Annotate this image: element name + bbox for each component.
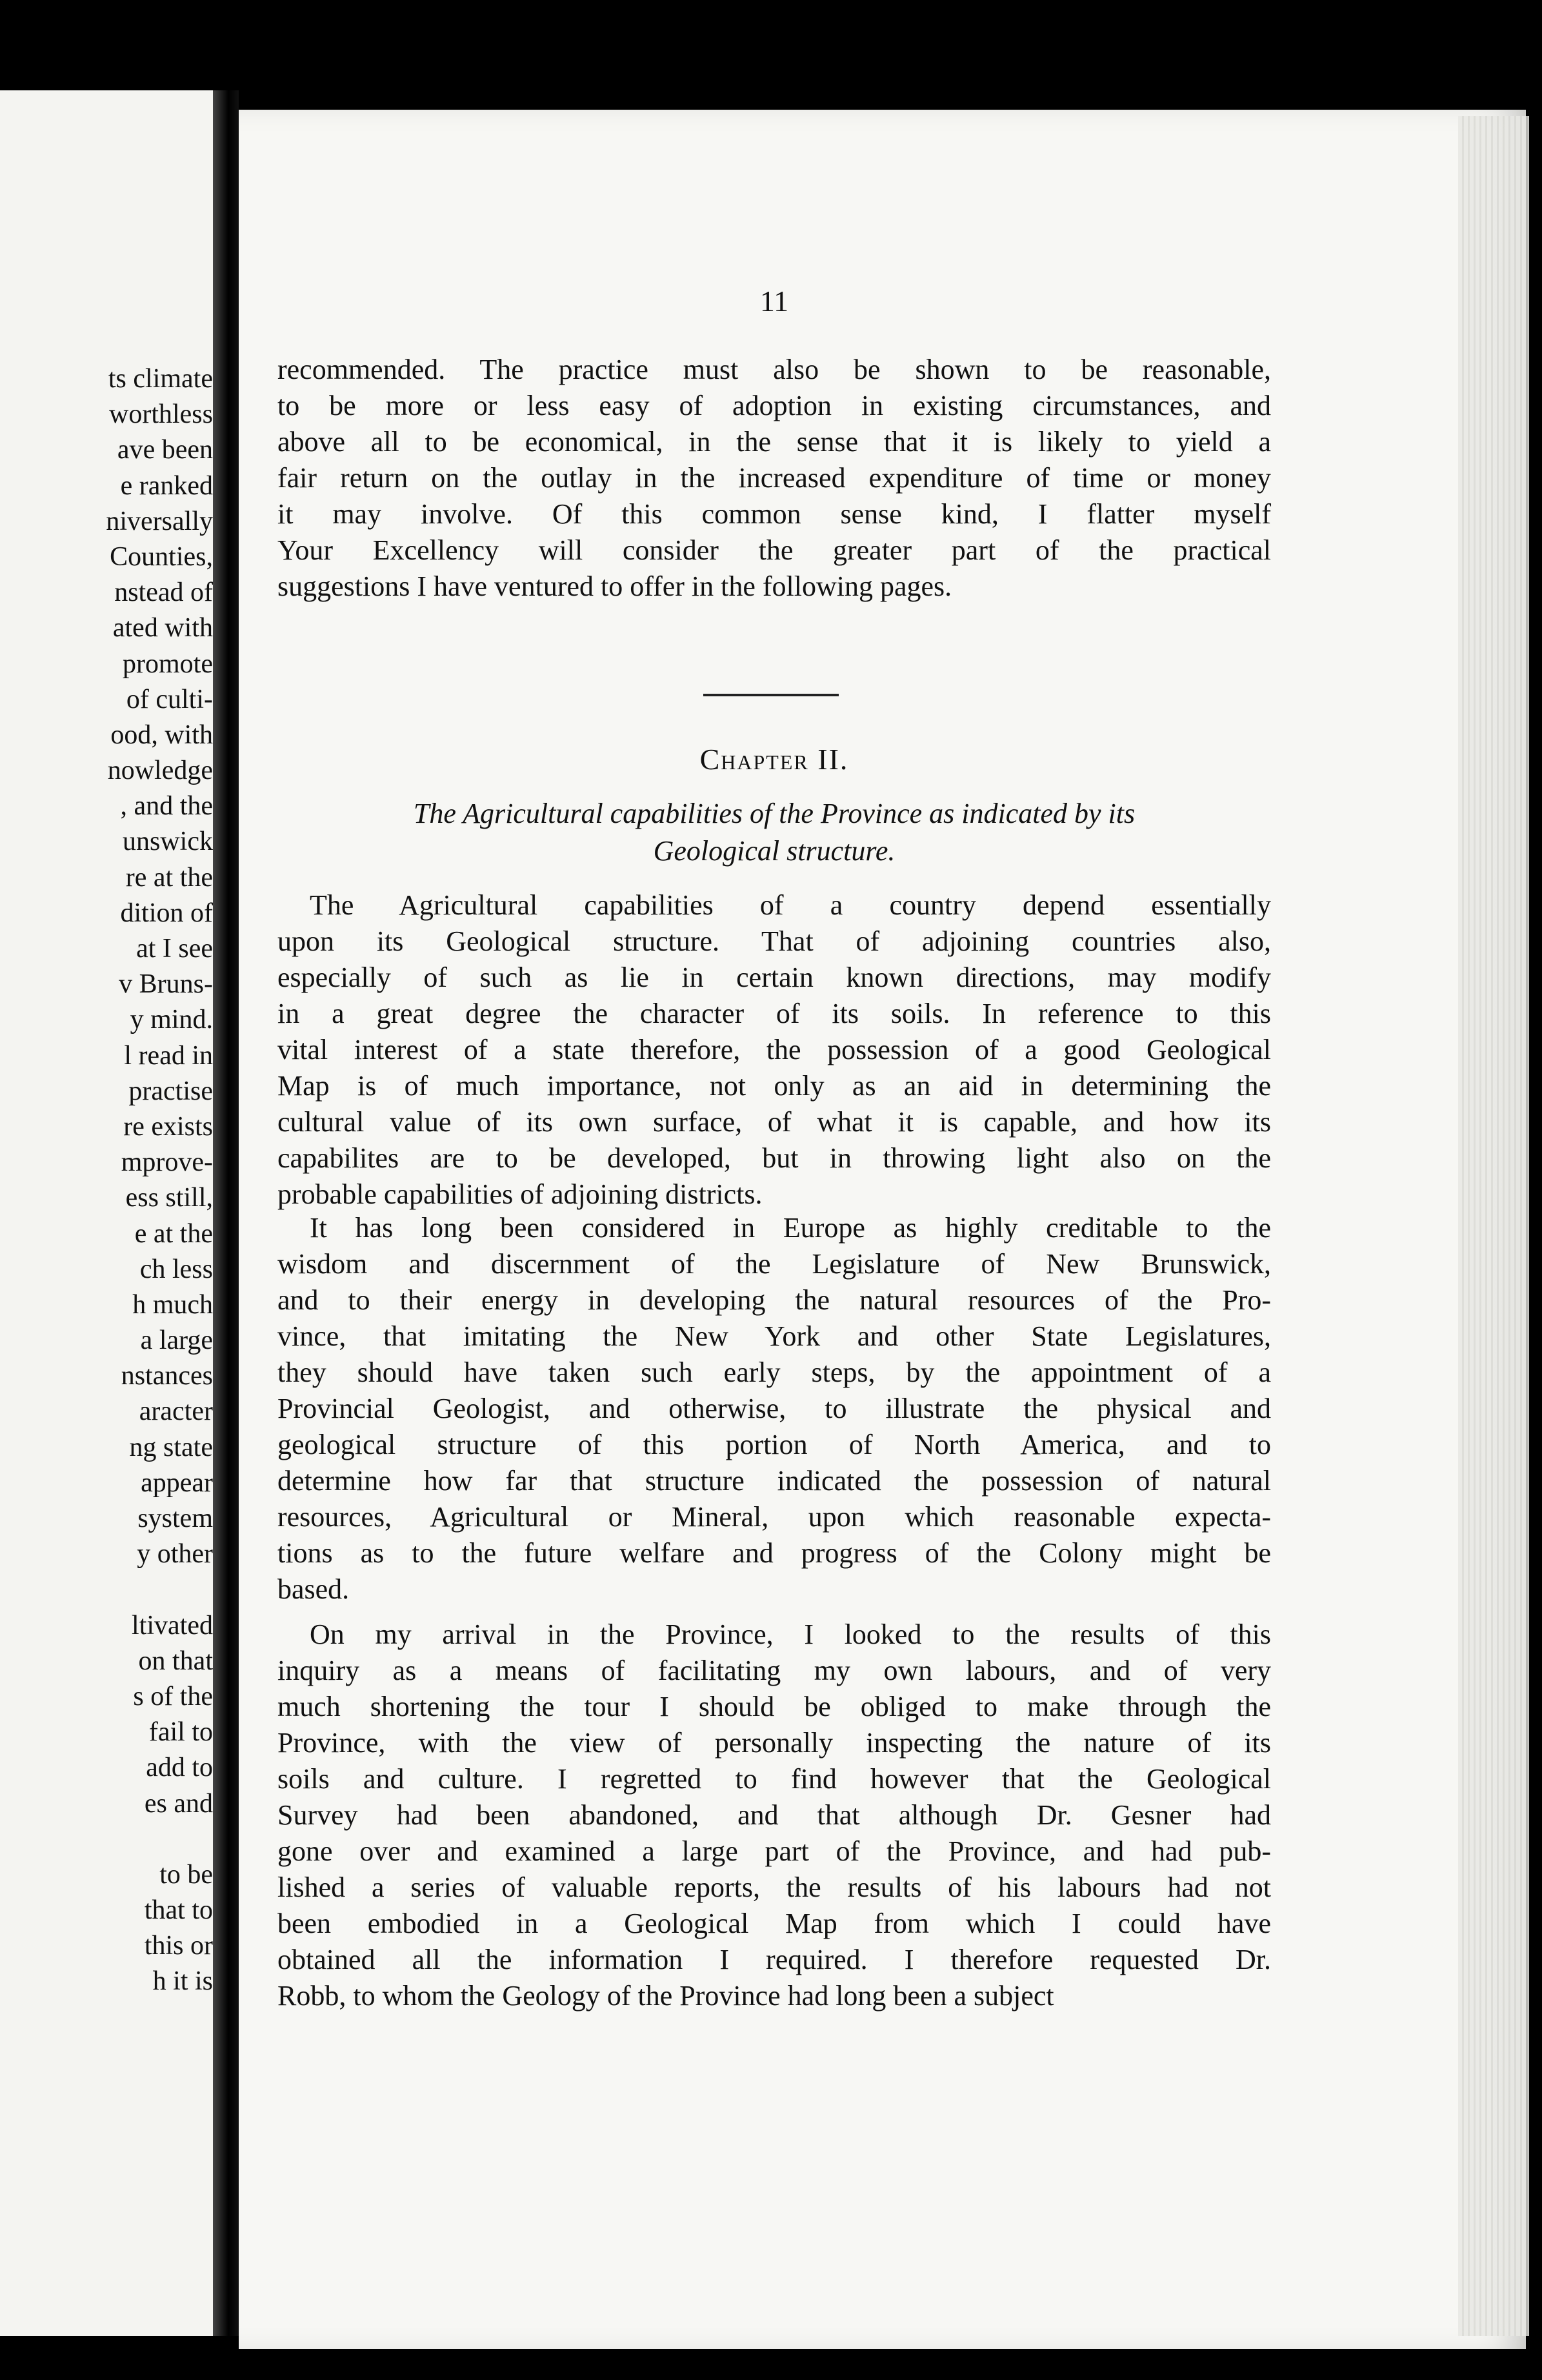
left-text-line: nowledge — [107, 756, 213, 786]
left-text-line: h much — [132, 1289, 213, 1320]
left-text-line: Counties, — [110, 541, 213, 572]
text-line: they should have taken such early steps, by the appointment of a — [277, 1356, 1271, 1388]
page-edges — [1458, 116, 1529, 2336]
text-line: Your Excellency will consider the greater part of the practical — [277, 534, 1271, 566]
left-text-line: y mind. — [130, 1005, 213, 1035]
text-line: Province, with the view of personally inspecting the nature of its — [277, 1727, 1271, 1759]
chapter-subtitle-line-1: The Agricultural capabilities of the Province as indicated by its — [413, 798, 1136, 829]
text-line: The Agricultural capabilities of a country depend essentially — [310, 889, 1271, 921]
left-text-line: practise — [128, 1076, 213, 1106]
left-text-line: ess still, — [125, 1183, 213, 1213]
text-line: capabilites are to be developed, but in throwing light also on the — [277, 1142, 1271, 1174]
chapter-title: Chapter II. — [699, 743, 849, 776]
intro-paragraph — [277, 352, 1271, 605]
left-text-line: niversally — [106, 506, 213, 536]
text-line: it may involve. Of this common sense kind, I flatter myself — [277, 498, 1271, 530]
left-text-line: , and the — [120, 791, 213, 822]
left-text-line: a large — [140, 1326, 213, 1356]
left-text-line: unswick — [123, 827, 213, 857]
left-text-line: s of the — [133, 1681, 213, 1711]
text-line: in a great degree the character of its soils. In reference to this — [277, 998, 1271, 1029]
text-line: vital interest of a state therefore, the possession of a good Geological — [277, 1034, 1271, 1065]
text-line: geological structure of this portion of North America, and to — [277, 1429, 1271, 1460]
text-line: recommended. The practice must also be shown to be reasonable, — [277, 354, 1271, 385]
left-text-line: ltivated — [132, 1610, 213, 1640]
left-text-line: worthless — [109, 399, 213, 430]
text-line: based. — [277, 1573, 350, 1605]
left-text-line: re exists — [123, 1111, 213, 1142]
left-text-line: aracter — [139, 1397, 213, 1427]
left-text-line: at I see — [136, 934, 213, 963]
text-line: tions as to the future welfare and progress of the Colony might be — [277, 1537, 1271, 1569]
left-text-line: nstead of — [114, 578, 213, 608]
text-line: determine how far that structure indicated the possession of natural — [277, 1465, 1271, 1497]
left-text-line: ave been — [117, 435, 213, 465]
section-divider — [703, 694, 839, 696]
text-line: been embodied in a Geological Map from which I could have — [277, 1908, 1271, 1939]
text-line: Map is of much importance, not only as an aid in determining the — [277, 1070, 1271, 1102]
left-text-line: system — [137, 1504, 213, 1533]
text-line: Provincial Geologist, and otherwise, to illustrate the physical and — [277, 1393, 1271, 1424]
left-text-line: ts climate — [108, 364, 213, 394]
left-text-line: appear — [141, 1467, 213, 1498]
left-text-line: l read in — [124, 1040, 213, 1071]
left-text-line: y other — [137, 1539, 213, 1569]
left-text-line: this or — [144, 1931, 213, 1961]
text-line: suggestions I have ventured to offer in the following pages. — [277, 570, 952, 602]
paragraph-2 — [277, 1210, 1271, 1608]
paragraph-3 — [277, 1617, 1271, 2014]
text-line: Robb, to whom the Geology of the Province had long been a subject — [277, 1980, 1054, 2012]
left-page-text — [0, 361, 213, 2000]
text-line: inquiry as a means of facilitating my own labours, and of very — [277, 1655, 1271, 1686]
left-text-line: ch less — [139, 1254, 213, 1284]
text-line: soils and culture. I regretted to find however that the Geological — [277, 1763, 1271, 1795]
left-text-line — [0, 1572, 213, 1608]
text-line: probable capabilities of adjoining districts. — [277, 1178, 763, 1210]
text-line: lished a series of valuable reports, the results of his labours had not — [277, 1871, 1271, 1903]
left-text-line: re at the — [125, 862, 213, 892]
page-number: 11 — [759, 285, 789, 318]
text-line: upon its Geological structure. That of adjoining countries also, — [277, 925, 1271, 957]
left-text-line: dition of — [120, 898, 213, 928]
text-line: Survey had been abandoned, and that although Dr. Gesner had — [277, 1799, 1271, 1831]
text-line: It has long been considered in Europe as highly creditable to the — [310, 1212, 1271, 1244]
text-line: gone over and examined a large part of the Province, and had pub- — [277, 1835, 1271, 1867]
left-text-line: v Bruns- — [119, 969, 213, 1000]
text-line: and to their energy in developing the natural resources of the Pro- — [277, 1284, 1271, 1316]
text-line: to be more or less easy of adoption in existing circumstances, and — [277, 390, 1271, 421]
left-text-line: ng state — [129, 1432, 213, 1462]
left-text-line: that to — [144, 1895, 213, 1926]
chapter-subtitle — [277, 795, 1271, 870]
left-text-line: e ranked — [120, 470, 213, 501]
text-line: resources, Agricultural or Mineral, upon which reasonable expecta- — [277, 1501, 1271, 1533]
text-line: cultural value of its own surface, of what it is capable, and how its — [277, 1106, 1271, 1138]
left-text-line — [0, 1822, 213, 1857]
left-text-line: on that — [138, 1646, 213, 1676]
left-text-line: e at the — [134, 1218, 213, 1249]
text-line: vince, that imitating the New York and other State Legislatures, — [277, 1320, 1271, 1352]
left-text-line: to be — [159, 1859, 213, 1890]
text-line: wisdom and discernment of the Legislature of New Brunswick, — [277, 1248, 1271, 1280]
left-page-fragment — [0, 90, 213, 2336]
text-line: above all to be economical, in the sense that it is likely to yield a — [277, 426, 1271, 458]
left-text-line: nstances — [121, 1361, 213, 1391]
left-text-line: promote — [123, 649, 213, 679]
book-gutter — [213, 90, 239, 2336]
left-text-line: es and — [144, 1788, 213, 1819]
left-text-line: mprove- — [121, 1147, 213, 1178]
left-text-line: fail to — [148, 1717, 213, 1748]
text-line: obtained all the information I required. I therefore requested Dr. — [277, 1944, 1271, 1975]
chapter-subtitle-line-2: Geological structure. — [653, 835, 896, 867]
text-line: On my arrival in the Province, I looked to the results of this — [310, 1619, 1271, 1650]
left-text-line: h it is — [152, 1966, 213, 1997]
text-line: much shortening the tour I should be obliged to make through the — [277, 1691, 1271, 1722]
text-line: fair return on the outlay in the increased expenditure of time or money — [277, 462, 1271, 494]
left-text-line: add to — [146, 1753, 213, 1783]
left-text-line: ated with — [112, 613, 213, 643]
left-text-line: ood, with — [110, 720, 213, 750]
text-line: especially of such as lie in certain known directions, may modify — [277, 962, 1271, 993]
paragraph-1 — [277, 887, 1271, 1213]
left-text-line: of culti- — [126, 684, 213, 714]
